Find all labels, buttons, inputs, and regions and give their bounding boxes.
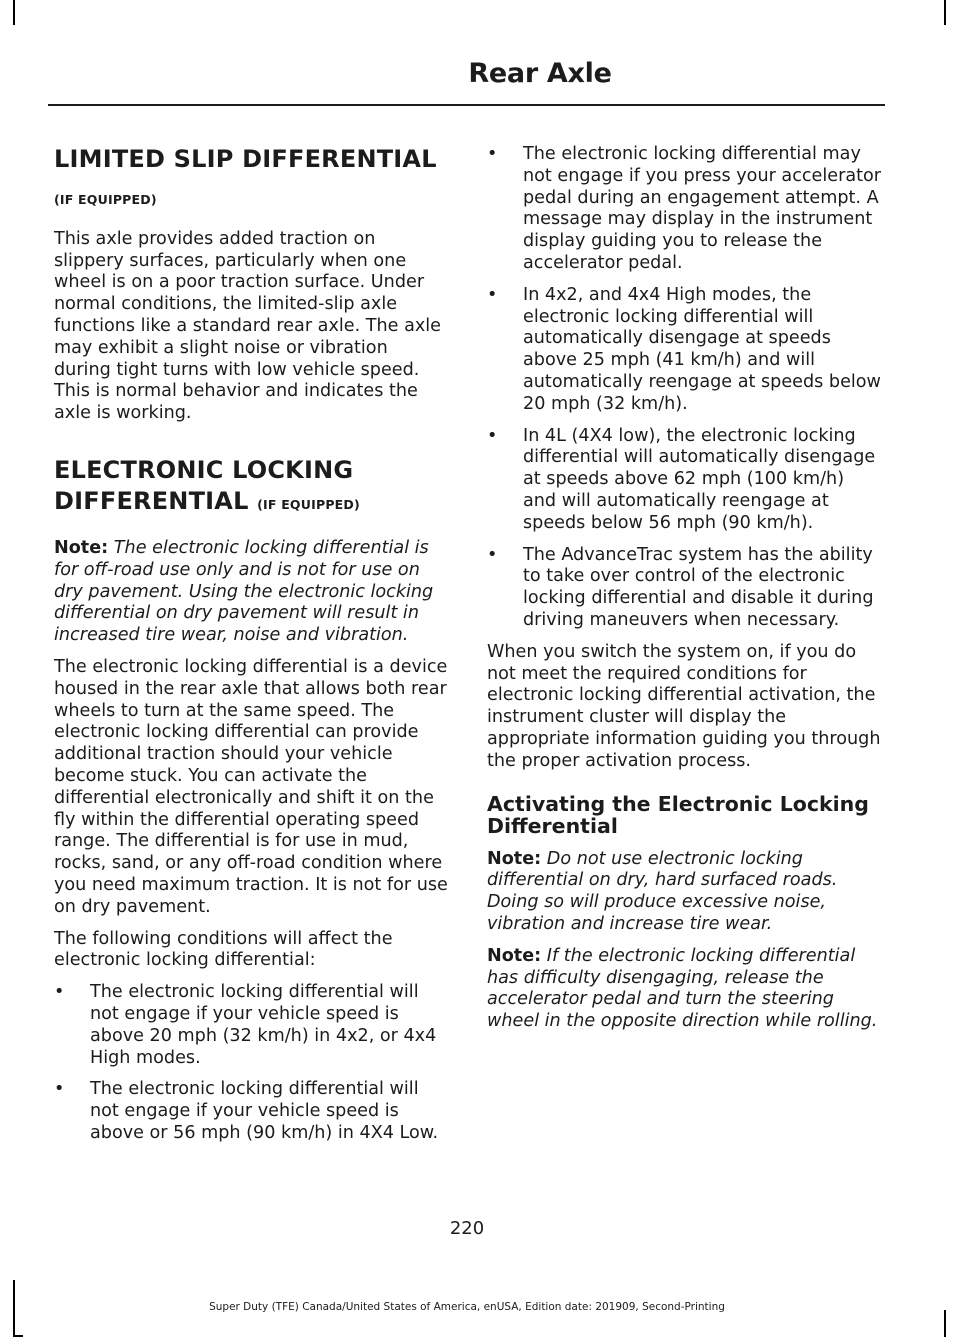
crop-mark-top-right: [944, 0, 946, 25]
bullet-mark: •: [54, 1079, 65, 1100]
page-header-title: Rear Axle: [468, 58, 612, 89]
right-column: [487, 144, 882, 1043]
list-item: [54, 1079, 449, 1144]
note-disengaging: [487, 946, 882, 1033]
activation-paragraph: When you switch the system on, if you do not meet the required conditions for electronic locking differential activation, the instrument cluster will display the appropriate information guiding you through the proper activation process.: [487, 641, 881, 771]
elocker-description-paragraph: The electronic locking differential is a device housed in the rear axle that allows both rear wheels to turn at the same speed. The electronic locking differential can provide additional traction should your vehicle become stuck. You can activate the differential electronically and shift it on the fly within the differential operating speed range. The differential is for use in mud, rocks, sand, or any off-road condition where you need maximum traction. It is not for use on dry pavement.: [54, 656, 448, 917]
crop-mark-top-left: [13, 0, 15, 25]
note-text: Do not use electronic locking differential on dry, hard surfaced roads. Doing so will produce excessive noise, vibration and increase tire wear.: [487, 848, 838, 934]
bullet-mark: •: [487, 425, 498, 446]
bullet-mark: •: [487, 284, 498, 305]
crop-mark-bottom-right: [944, 1310, 946, 1337]
header-divider: [48, 104, 885, 106]
note-label: Note:: [487, 848, 542, 869]
list-item: [487, 285, 882, 416]
list-item-text: The electronic locking differential will not engage if your vehicle speed is above 20 mph (32 km/h) in 4x2, or 4x4 High modes.: [90, 982, 437, 1068]
page-footer: Super Duty (TFE) Canada/United States of America, enUSA, Edition date: 201909, Second-Printing: [209, 1301, 725, 1313]
section-title-electronic-locking: [54, 455, 449, 520]
list-item-text: In 4L (4X4 low), the electronic locking differential will automatically disengage at speeds above 62 mph (100 km/h) and will automatically reengage at speeds below 56 mph (90 km/h).: [523, 425, 876, 533]
note-label: Note:: [54, 537, 109, 558]
conditions-list-left: [54, 982, 449, 1145]
note-label: Note:: [487, 945, 542, 966]
note-text: If the electronic locking differential has difficulty disengaging, release the accelerator pedal and turn the steering wheel in the opposite direction while rolling.: [487, 945, 878, 1032]
bullet-mark: •: [54, 982, 65, 1003]
list-item: [487, 426, 882, 535]
section-title-line1: ELECTRONIC LOCKING: [54, 455, 354, 484]
if-equipped-label-inline: (IF EQUIPPED): [257, 496, 360, 512]
page-number: 220: [449, 1218, 485, 1239]
bullet-mark: •: [487, 544, 498, 565]
list-item-text: In 4x2, and 4x4 High modes, the electronic locking differential will automatically disengage at speeds above 25 mph (41 km/h) and will automatically reengage at speeds below 20 mph (32 km/h).: [523, 284, 881, 414]
note-text: The electronic locking differential is for off-road use only and is not for use on dry pavement. Using the electronic locking differential on dry pavement will result in increased tire wear, noise and vibration.: [54, 537, 434, 646]
limited-slip-paragraph: This axle provides added traction on slippery surfaces, particularly when one wheel is on a poor traction surface. Under normal conditions, the limited-slip axle functions like a standard rear axle. The axle may exhibit a slight noise or vibration during tight turns with low vehicle speed. This is normal behavior and indicates the axle is working.: [54, 228, 441, 424]
list-item: [487, 144, 882, 275]
section-title-limited-slip: LIMITED SLIP DIFFERENTIAL: [54, 145, 437, 173]
list-item-text: The electronic locking differential will not engage if your vehicle speed is above or 56 mph (90 km/h) in 4X4 Low.: [90, 1079, 439, 1143]
section-title-line2: DIFFERENTIAL: [54, 486, 249, 515]
left-column: [54, 144, 449, 1155]
bullet-mark: •: [487, 144, 498, 164]
conditions-intro-paragraph: The following conditions will affect the electronic locking differential:: [54, 928, 393, 971]
list-item: [487, 545, 882, 632]
note-dry-roads: [487, 849, 882, 936]
note-offroad: [54, 538, 449, 647]
if-equipped-label: (IF EQUIPPED): [54, 192, 157, 207]
list-item-text: The electronic locking differential may not engage if you press your accelerator pedal during an engagement attempt. A message may display in the instrument display guiding you to release the accelerator pedal.: [523, 144, 882, 273]
subsection-title-activating: Activating the Electronic Locking Differential: [487, 791, 869, 838]
list-item: [54, 982, 449, 1069]
conditions-list-right: [487, 144, 882, 632]
list-item-text: The AdvanceTrac system has the ability to take over control of the electronic locking differential and disable it during driving maneuvers when necessary.: [523, 544, 874, 630]
